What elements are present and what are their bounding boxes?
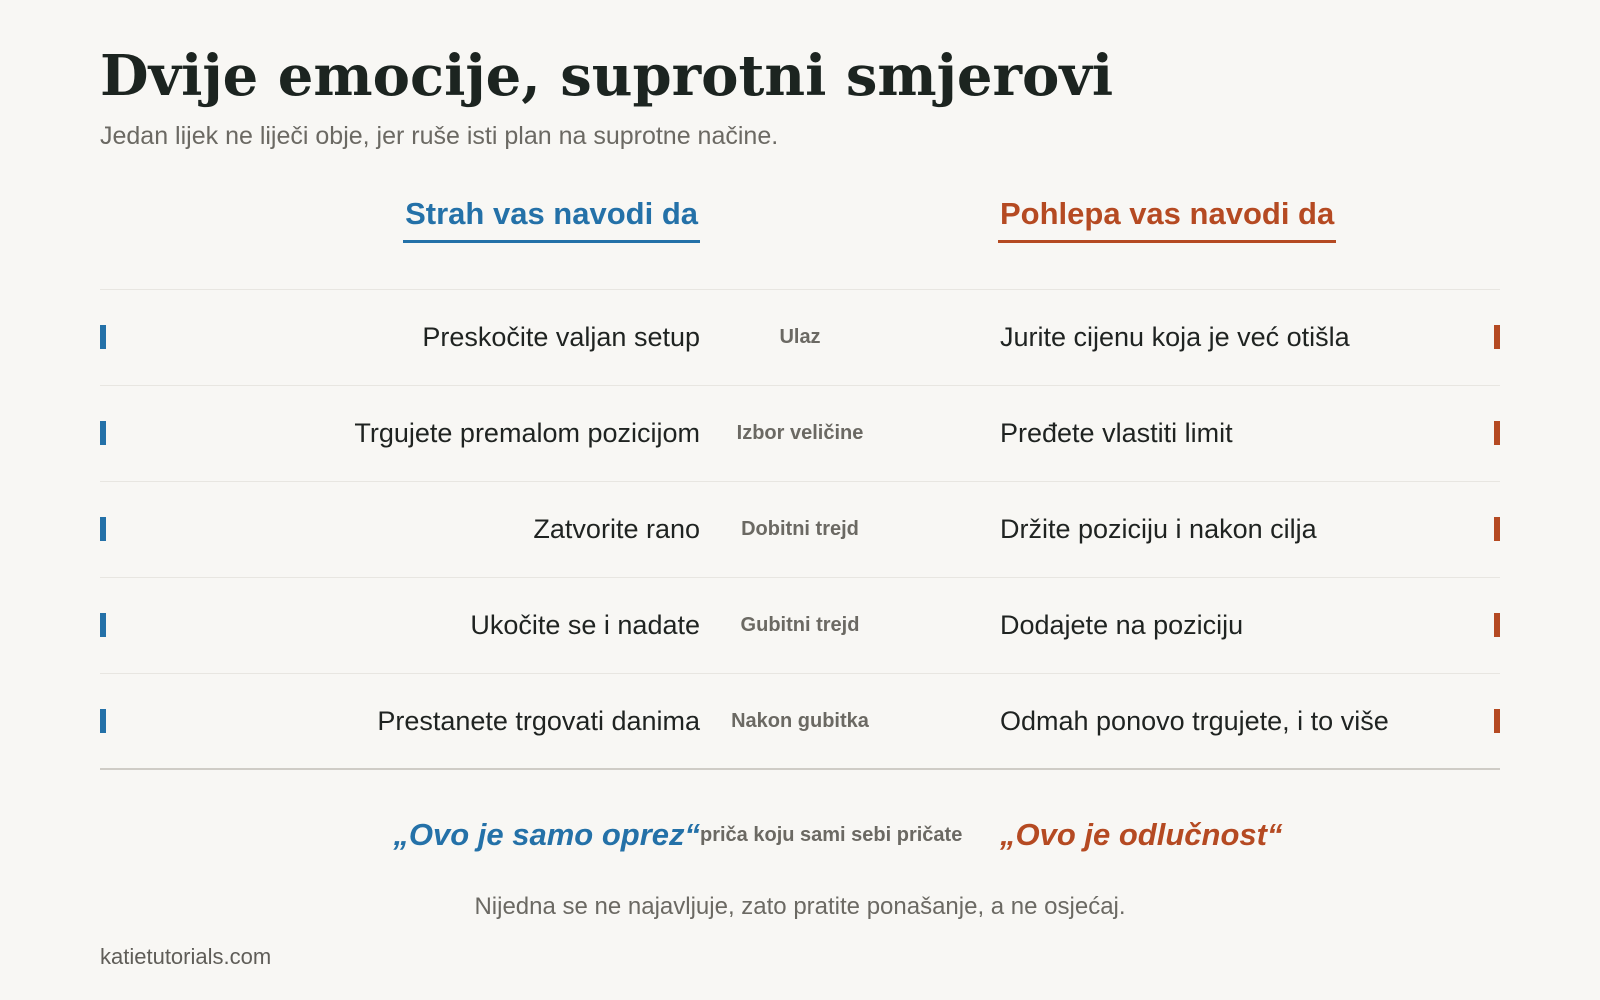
fear-marker bbox=[100, 421, 106, 445]
site-credit: katietutorials.com bbox=[100, 944, 272, 969]
page-subtitle: Jedan lijek ne liječi obje, jer ruše isti plan na suprotne načine. bbox=[100, 122, 779, 150]
fear-story-quote: „Ovo je samo oprez“ bbox=[393, 817, 700, 852]
fear-behavior: Preskočite valjan setup bbox=[422, 322, 700, 352]
greed-marker bbox=[1494, 325, 1500, 349]
fear-behavior: Trgujete premalom pozicijom bbox=[354, 418, 700, 448]
fear-behavior: Ukočite se i nadate bbox=[470, 610, 700, 640]
situation-label: Ulaz bbox=[779, 326, 821, 348]
fear-marker bbox=[100, 517, 106, 541]
greed-marker bbox=[1494, 613, 1500, 637]
comparison-table bbox=[100, 289, 1500, 770]
greed-heading-label: Pohlepa vas navodi da bbox=[998, 193, 1336, 243]
greed-story-quote: „Ovo je odlučnost“ bbox=[1000, 817, 1283, 852]
fear-behavior: Prestanete trgovati danima bbox=[377, 706, 700, 736]
situation-label: Gubitni trejd bbox=[740, 614, 860, 636]
greed-behavior: Odmah ponovo trgujete, i to više bbox=[1000, 706, 1389, 736]
greed-marker bbox=[1494, 517, 1500, 541]
comparison-row-winning-trade bbox=[100, 481, 1500, 577]
fear-column-heading bbox=[403, 193, 700, 245]
situation-label: Izbor veličine bbox=[736, 422, 864, 444]
fear-marker bbox=[100, 613, 106, 637]
story-label: priča koju sami sebi pričate bbox=[700, 824, 963, 846]
greed-column-heading bbox=[998, 193, 1336, 245]
greed-marker bbox=[1494, 421, 1500, 445]
comparison-row-after-loss bbox=[100, 673, 1500, 770]
fear-behavior: Zatvorite rano bbox=[533, 514, 700, 544]
greed-behavior: Držite poziciju i nakon cilja bbox=[1000, 514, 1317, 544]
fear-heading-label: Strah vas navodi da bbox=[403, 193, 700, 243]
situation-label: Dobitni trejd bbox=[741, 518, 859, 540]
comparison-row-losing-trade bbox=[100, 577, 1500, 673]
comparison-row-entry bbox=[100, 289, 1500, 385]
greed-behavior: Jurite cijenu koja je već otišla bbox=[1000, 322, 1350, 352]
page-title: Dvije emocije, suprotni smjerovi bbox=[100, 43, 1114, 109]
fear-marker bbox=[100, 709, 106, 733]
greed-marker bbox=[1494, 709, 1500, 733]
comparison-row-sizing bbox=[100, 385, 1500, 481]
greed-behavior: Dodajete na poziciju bbox=[1000, 610, 1244, 640]
greed-behavior: Pređete vlastiti limit bbox=[1000, 418, 1233, 448]
fear-marker bbox=[100, 325, 106, 349]
situation-label: Nakon gubitka bbox=[731, 710, 869, 732]
infographic bbox=[100, 0, 1500, 1000]
footnote: Nijedna se ne najavljuje, zato pratite ponašanje, a ne osjećaj. bbox=[474, 893, 1126, 920]
